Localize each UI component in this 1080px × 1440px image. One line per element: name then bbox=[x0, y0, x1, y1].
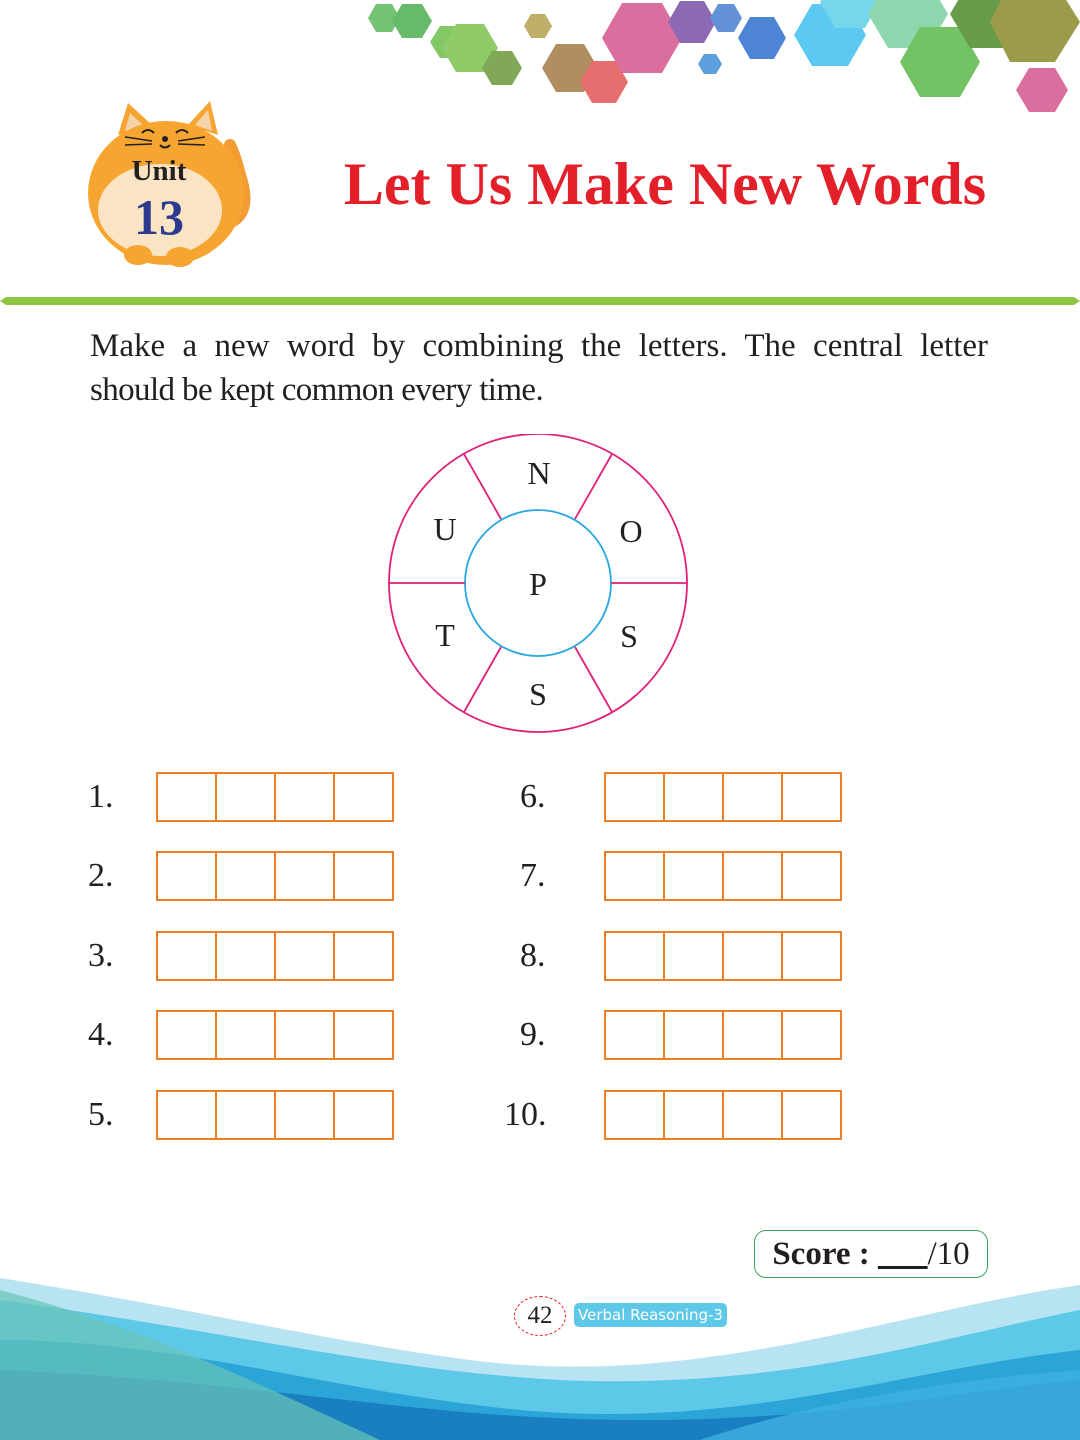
answer-boxes[interactable] bbox=[604, 1090, 842, 1140]
page-number: 42 bbox=[514, 1296, 566, 1336]
question-number: 7. bbox=[520, 857, 546, 894]
wheel-letter: O bbox=[619, 513, 643, 549]
answer-boxes[interactable] bbox=[604, 1010, 842, 1060]
question-number: 6. bbox=[520, 778, 546, 815]
question-number: 8. bbox=[520, 937, 546, 974]
wheel-letter: T bbox=[435, 617, 455, 653]
wheel-letter: S bbox=[529, 676, 547, 712]
answer-boxes[interactable] bbox=[604, 772, 842, 822]
question-number: 3. bbox=[88, 937, 114, 974]
answer-boxes[interactable] bbox=[156, 772, 394, 822]
answer-boxes[interactable] bbox=[604, 931, 842, 981]
wheel-center-letter: P bbox=[529, 566, 547, 602]
unit-label: Unit bbox=[131, 155, 187, 187]
answer-boxes[interactable] bbox=[156, 931, 394, 981]
instruction-line-1: Make a new word by combining the letters. The central letter bbox=[90, 328, 988, 364]
score-blank[interactable]: ___ bbox=[878, 1236, 928, 1272]
answer-boxes[interactable] bbox=[156, 851, 394, 901]
wheel-letter: S bbox=[620, 618, 638, 654]
wheel-letter: N bbox=[527, 455, 551, 491]
header-divider bbox=[0, 294, 1080, 308]
question-number: 10. bbox=[504, 1096, 547, 1133]
question-number: 4. bbox=[88, 1016, 114, 1053]
instruction-text bbox=[90, 324, 988, 412]
instruction-line-2: should be kept common every time. bbox=[90, 372, 544, 408]
page-title: Let Us Make New Words bbox=[343, 151, 987, 217]
answer-boxes[interactable] bbox=[156, 1010, 394, 1060]
score-label: Score : bbox=[772, 1236, 870, 1272]
book-name-badge: Verbal Reasoning-3 bbox=[574, 1303, 727, 1327]
question-number: 9. bbox=[520, 1016, 546, 1053]
question-number: 1. bbox=[88, 778, 114, 815]
score-total: /10 bbox=[927, 1236, 970, 1272]
question-number: 5. bbox=[88, 1096, 114, 1133]
unit-number: 13 bbox=[134, 189, 184, 245]
question-number: 2. bbox=[88, 857, 114, 894]
answer-boxes[interactable] bbox=[604, 851, 842, 901]
wheel-letter: U bbox=[433, 511, 457, 547]
answer-boxes[interactable] bbox=[156, 1090, 394, 1140]
